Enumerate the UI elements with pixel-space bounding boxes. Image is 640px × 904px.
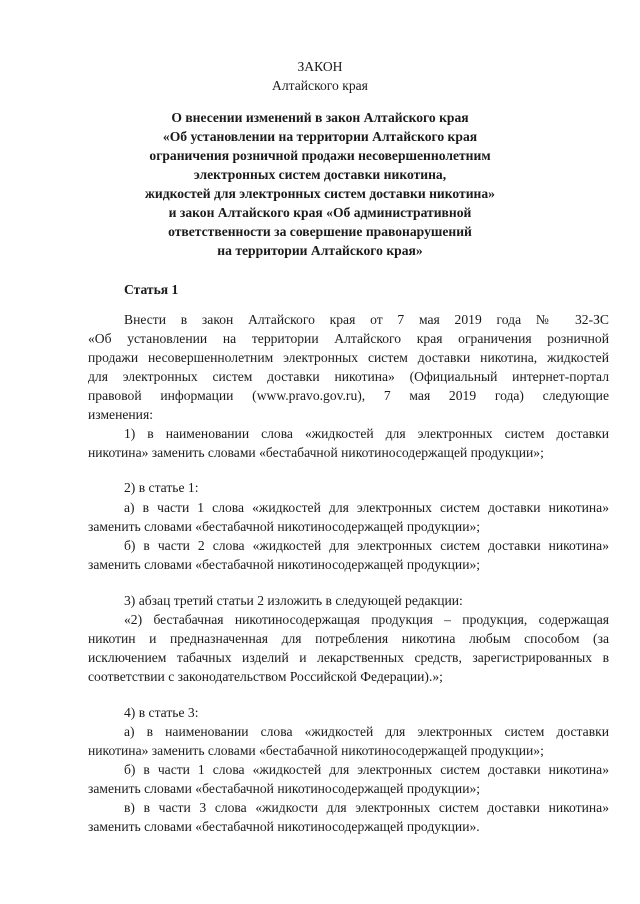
law-title: ЗАКОН — [297, 59, 343, 74]
article-title: Статья 1 — [124, 282, 179, 297]
item-3-line: «2) бестабачная никотиносодержащая продукция – продукция, содержащая — [124, 612, 609, 627]
item-4a-line: никотина» заменить словами «бестабачной никотиносодержащей продукции»; — [88, 743, 544, 758]
item-3-line: исключением табачных изделий и лекарственных средств, зарегистрированных в — [88, 650, 609, 665]
paragraph-line: Внести в закон Алтайского края от 7 мая 2019 года № 32-ЗС — [124, 312, 609, 327]
heading-line: ответственности за совершение правонарушений — [168, 224, 472, 239]
item-4a-line: а) в наименовании слова «жидкостей для электронных систем доставки — [124, 724, 609, 739]
item-1-line: 1) в наименовании слова «жидкостей для электронных систем доставки — [124, 426, 609, 441]
item-3-line: никотин и предназначенная для потребления никотина любым способом (за — [88, 631, 609, 646]
item-2a-line: а) в части 1 слова «жидкостей для электронных систем доставки никотина» — [124, 500, 609, 515]
item-4c-line: в) в части 3 слова «жидкости для электронных систем доставки никотина» — [124, 800, 609, 815]
item-2b-line: заменить словами «бестабачной никотиносодержащей продукции»; — [88, 557, 481, 572]
law-subtitle: Алтайского края — [272, 78, 368, 93]
heading-line: «Об установлении на территории Алтайского края — [162, 129, 478, 144]
paragraph-line: для электронных систем доставки никотина» (Официальный интернет-портал — [88, 369, 609, 384]
item-3-line: соответствии с законодательством Российской Федерации).»; — [88, 669, 443, 684]
item-1-line: никотина» заменить словами «бестабачной никотиносодержащей продукции»; — [88, 445, 544, 460]
paragraph-line: правовой информации (www.pravo.gov.ru), 7 мая 2019 года) следующие — [88, 388, 609, 403]
item-4b-line: заменить словами «бестабачной никотиносодержащей продукции»; — [88, 781, 481, 796]
item-3-title: 3) абзац третий статьи 2 изложить в следующей редакции: — [124, 593, 463, 608]
heading-line: О внесении изменений в закон Алтайского края — [171, 110, 469, 125]
paragraph-line: изменения: — [88, 407, 153, 422]
heading-line: электронных систем доставки никотина, — [193, 167, 447, 182]
item-4-title: 4) в статье 3: — [124, 705, 199, 720]
heading-line: на территории Алтайского края» — [217, 243, 423, 258]
item-4c-line: заменить словами «бестабачной никотиносодержащей продукции». — [88, 819, 480, 834]
item-2b-line: б) в части 2 слова «жидкостей для электронных систем доставки никотина» — [124, 538, 609, 553]
heading-line: ограничения розничной продажи несовершеннолетним — [149, 148, 491, 163]
item-4b-line: б) в части 1 слова «жидкостей для электронных систем доставки никотина» — [124, 762, 609, 777]
item-2-title: 2) в статье 1: — [124, 480, 199, 495]
item-2a-line: заменить словами «бестабачной никотиносодержащей продукции»; — [88, 519, 481, 534]
paragraph-line: продажи несовершеннолетним электронных систем доставки никотина, жидкостей — [88, 350, 609, 365]
heading-line: и закон Алтайского края «Об административной — [168, 205, 472, 220]
heading-line: жидкостей для электронных систем доставки никотина» — [145, 186, 495, 201]
paragraph-line: «Об установлении на территории Алтайского края ограничения розничной — [88, 331, 609, 346]
